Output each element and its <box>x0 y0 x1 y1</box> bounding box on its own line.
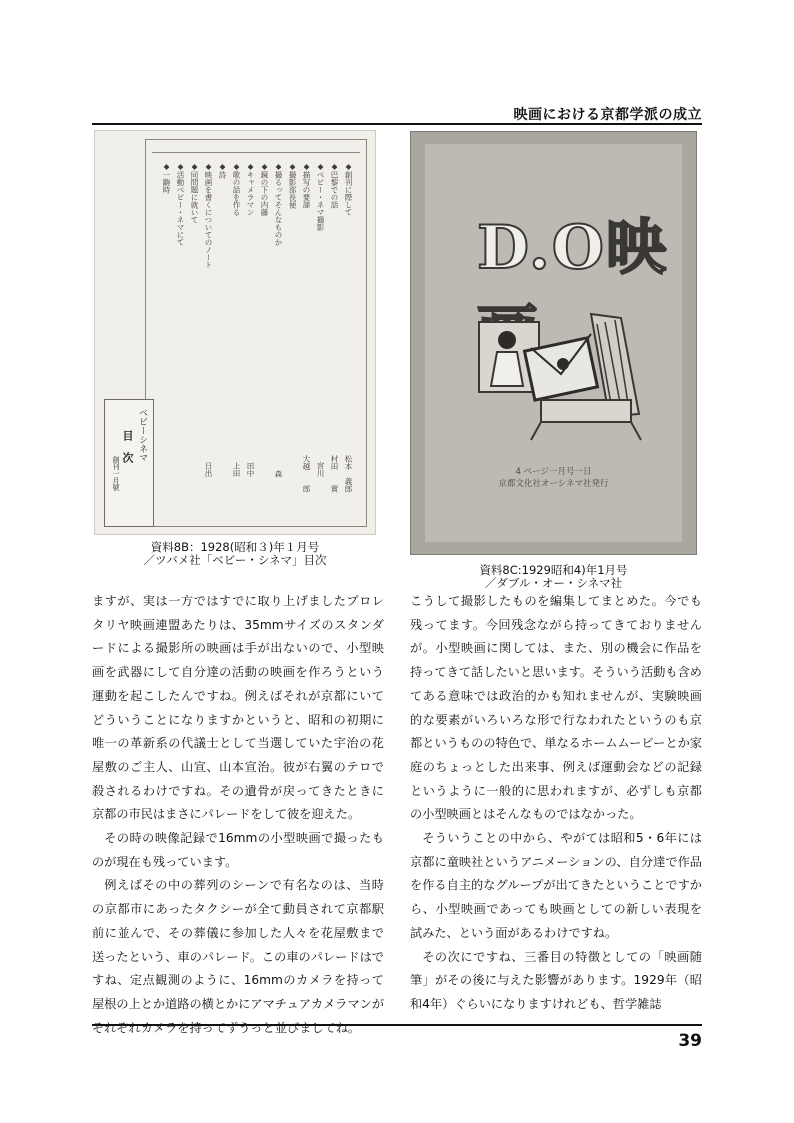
toc-item-title: ◆鏡の下の内藤 <box>260 162 269 216</box>
toc-item <box>246 162 254 492</box>
toc-item <box>302 162 310 492</box>
toc-rule <box>152 152 360 153</box>
figure-baby-cinema-toc <box>94 130 376 535</box>
running-head: 映画における京都学派の成立 <box>513 107 702 123</box>
body-left-column <box>92 590 384 1040</box>
toc-item-title: ◆巴黎での話 <box>330 162 339 209</box>
toc-item-title: ◆撮影部長便 <box>288 162 297 209</box>
toc-item <box>232 162 240 492</box>
body-right-column <box>410 590 702 1017</box>
toc-item-author: 森 <box>274 469 283 492</box>
toc-item-title: ◆活動ベビー・ネマにて <box>176 162 185 246</box>
toc-item-title: ◆一齣時 <box>162 162 171 194</box>
toc-frame <box>145 139 367 527</box>
toc-item-title: ◆創刊に際して <box>344 162 353 216</box>
toc-item-title: ◆描写の要諦 <box>302 162 311 209</box>
toc-item <box>204 162 212 492</box>
toc-item-title: ◆ベビー・ネマ撮影 <box>316 162 325 231</box>
page-number: 39 <box>678 1031 702 1051</box>
paragraph: その次にですね、三番目の特徴としての「映画随筆」がその後に与えた影響があります。1929年（昭和4年）ぐらいになりますけれども、哲学雑誌 <box>410 949 702 1011</box>
toc-item <box>190 162 198 492</box>
figure-c-caption <box>410 564 697 590</box>
toc-item-author: 日出 <box>204 462 213 492</box>
toc-item-author: 松本 義郎 <box>344 454 353 492</box>
paragraph: その時の映像記録で16mmの小型映画で撮ったものが現在も残っています。 <box>92 831 384 869</box>
cover-surface <box>425 144 682 542</box>
toc-item-author: 大越 郎 <box>302 454 311 492</box>
toc-item-title: ◆映画を書くについてのノート <box>204 162 213 269</box>
header-rule <box>92 123 702 125</box>
figure-b-caption <box>94 541 376 567</box>
figure-b-caption-line1: 資料8B：1928(昭和３)年１月号 <box>150 540 320 554</box>
toc-item-title: ◆撮るってそんなものか <box>274 162 283 246</box>
paragraph: ますが、実は一方ではすでに取り上げましたプロレタリヤ映画連盟あたりは、35mmサイズのスタンダードによる撮影所の映画は手が出ないので、小型映画を武器にして自分達の活動の映画を作ろうという運動を起こしたんですね。例えばそれが京都にいてどういうことになりますかというと、昭和の初期に唯一の革新系の代議士として当選していた宇治の花屋敷のご主人、山宣、山本宣治。彼が右翼のテロで殺されるわけですね。その遺骨が戻ってきたときに京都の市民はまさにパレードをして彼を迎えた。 <box>92 594 384 822</box>
toc-item-title: ◆キャメラマン <box>246 162 255 216</box>
toc-item <box>260 162 268 492</box>
toc-item-title: ◆歌の話を作る <box>232 162 241 216</box>
toc-item-author: 田中 <box>246 462 255 492</box>
label-issue: 創刊一月號 <box>112 456 120 491</box>
paragraph: 例えばその中の葬列のシーンで有名なのは、当時の京都市にあったタクシーが全て動員されて京都駅前に並んで、その葬儀に参加した人々を花屋敷まで送ったという、車のパレード。この車のパレードはですね、定点観測のように、16mmのカメラを持って屋根の上とか道路の横とかにアマチュアカメラマンがそれぞれカメラを持ってずうっと並びましてね。 <box>92 878 385 1035</box>
toc-item <box>274 162 282 492</box>
figure-do-cinema-cover <box>410 131 697 555</box>
label-main: ベビーシネマ <box>137 408 147 462</box>
toc-item <box>288 162 296 492</box>
toc-item <box>162 162 170 492</box>
paragraph: そういうことの中から、やがては昭和5・6年には京都に童映社というアニメーションの、自分達で作品を作る自主的なグループが出てきたということですから、小型映画であっても映画としての新しい表現を試みた、という面があるわけですね。 <box>410 831 702 940</box>
cover-footer-line1: 4 ページ一月号一日 <box>515 467 592 477</box>
toc-item-title: ◆詩 <box>218 162 227 179</box>
cover-illustration <box>471 304 651 444</box>
cover-label <box>104 399 154 527</box>
toc-item <box>218 162 226 492</box>
toc-item <box>330 162 338 492</box>
toc-item-author: 上田 <box>232 462 241 492</box>
toc-item-author: 宮川 <box>316 462 325 492</box>
paragraph: こうして撮影したものを編集してまとめた。今でも残ってます。今回残念ながら持ってきておりませんが。小型映画に関しては、また、別の機会に作品を持ってきて話したいと思います。そういう活動も含めてある意味では政治的かも知れませんが、実験映画的な要素がいろいろな形で行なわれたというのも京都というものの特色で、単なるホームムービーとか家庭のちょっとした出来事、例えば運動会などの記録というように一般的に思われますが、必ずしも京都の小型映画とはそんなものではなかった。 <box>410 594 702 822</box>
toc-item-author: 村田 實 <box>330 454 339 492</box>
figure-c-caption-line2: ／ダブル・オー・シネマ社 <box>484 576 623 590</box>
toc-item <box>316 162 324 492</box>
figure-c-caption-line1: 資料8C:1929昭和4)年1月号 <box>479 563 628 577</box>
toc-list <box>162 162 352 502</box>
figure-b-caption-line2: ／ツバメ社「ベビー・シネマ」目次 <box>143 553 327 567</box>
toc-item-title: ◆同問題に就いて <box>190 162 199 224</box>
cover-footer <box>425 466 682 490</box>
footer-rule <box>92 1024 702 1026</box>
cover-title: D.O映 <box>477 213 669 283</box>
label-toc: 目 次 <box>121 430 134 463</box>
toc-item <box>176 162 184 492</box>
cover-footer-line2: 京都文化社オーシネマ社発行 <box>498 479 609 489</box>
toc-item <box>344 162 352 492</box>
